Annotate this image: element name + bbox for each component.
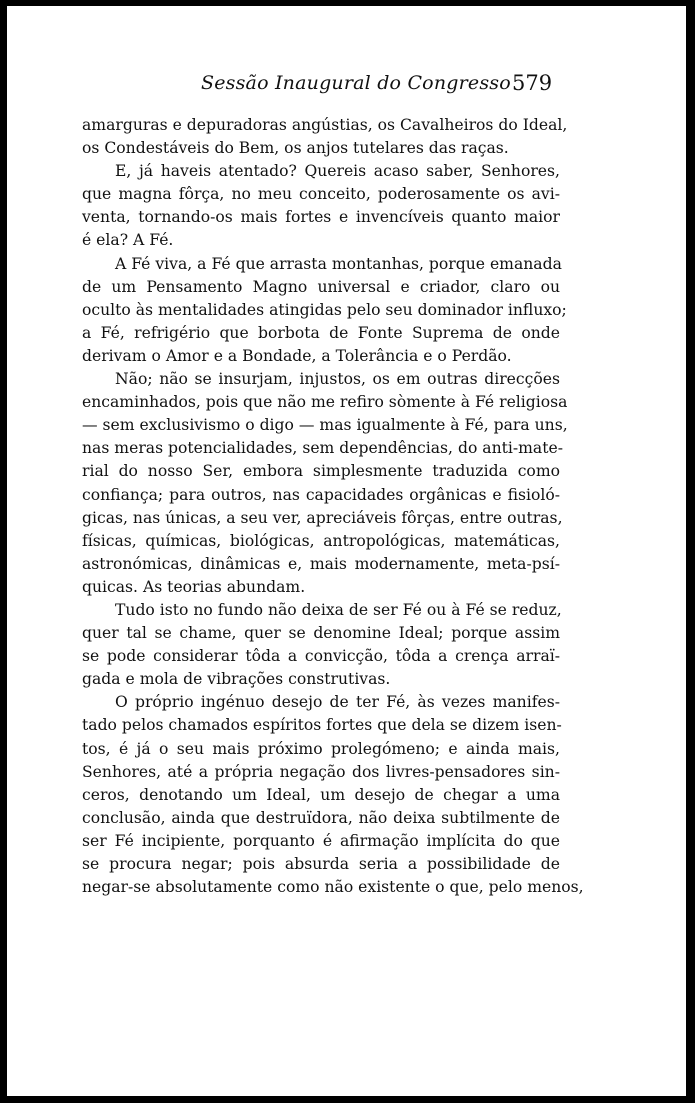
running-title: Sessão Inaugural do Congresso [201,72,511,94]
text-line: amarguras e depuradoras angústias, os Cavalheiros do Ideal, [82,116,568,134]
text-line: nas meras potencialidades, sem dependências, do anti-mate- [82,439,563,458]
text-line: se procura negar; pois absurda seria a possibilidade de [82,855,560,873]
text-line: físicas, químicas, biológicas, antropológicas, matemáticas, [82,531,560,550]
text-line: A Fé viva, a Fé que arrasta montanhas, porque emanada [115,254,562,273]
text-line: se pode considerar tôda a convicção, tôda a crença arraï- [82,647,560,666]
text-line: confiança; para outros, nas capacidades orgânicas e fisioló- [82,485,560,504]
text-line: O próprio ingénuo desejo de ter Fé, às vezes manifes- [115,693,560,712]
body-text [82,114,584,899]
text-line: encaminhados, pois que não me refiro sòmente à Fé religiosa [82,393,568,412]
text-line: a Fé, refrigério que borbota de Fonte Suprema de onde [82,323,560,342]
text-line: que magna fôrça, no meu conceito, poderosamente os avi- [82,185,560,204]
text-line: quer tal se chame, quer se denomine Ideal; porque assim [82,624,560,643]
text-line: oculto às mentalidades atingidas pelo seu dominador influxo; [82,300,567,319]
text-line: venta, tornando-os mais fortes e invencíveis quanto maior [82,208,560,227]
text-line: derivam o Amor e a Bondade, a Tolerância e o Perdão. [82,346,512,365]
text-line: conclusão, ainda que destruïdora, não deixa subtilmente de [82,808,560,827]
text-line: ceros, denotando um Ideal, um desejo de chegar a uma [82,785,560,804]
text-line: rial do nosso Ser, embora simplesmente traduzida como [82,462,560,481]
text-line: Senhores, até a própria negação dos livres-pensadores sin- [82,762,560,781]
text-line: gicas, nas únicas, a seu ver, apreciáveis fôrças, entre outras, [82,508,563,527]
text-line: é ela? A Fé. [82,231,174,250]
text-line: Tudo isto no fundo não deixa de ser Fé ou à Fé se reduz, [115,600,562,619]
book-page [7,6,686,1096]
text-line: quicas. As teorias abundam. [82,577,306,596]
text-line: ser Fé incipiente, porquanto é afirmação implícita do que [82,831,560,850]
text-line: astronómicas, dinâmicas e, mais modernamente, meta-psí- [82,554,560,573]
text-line: — sem exclusivismo o digo — mas igualmente à Fé, para uns, [82,416,568,435]
text-line: de um Pensamento Magno universal e criador, claro ou [82,277,560,296]
page-number: 579 [512,71,553,95]
text-line: os Condestáveis do Bem, os anjos tutelares das raças. [82,139,509,158]
text-line: gada e mola de vibrações construtivas. [82,670,391,689]
text-line: tado pelos chamados espíritos fortes que dela se dizem isen- [82,716,562,735]
text-line: tos, é já o seu mais próximo prolegómeno; e ainda mais, [82,739,560,758]
text-line: Não; não se insurjam, injustos, os em outras direcções [115,370,560,389]
text-line: negar-se absolutamente como não existente o que, pelo menos, [82,878,584,897]
text-line: E, já haveis atentado? Quereis acaso saber, Senhores, [115,162,560,181]
